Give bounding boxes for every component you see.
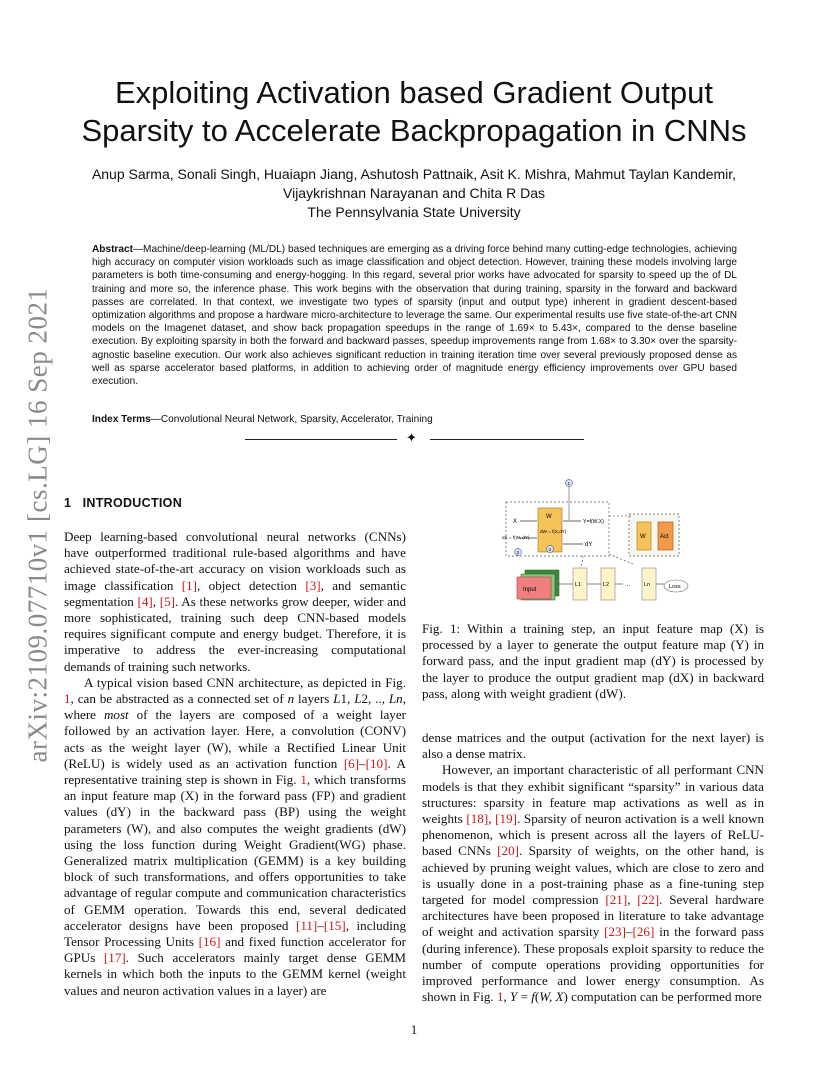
- author-block: [60, 165, 768, 222]
- divider-diamond-icon: ✦: [406, 431, 417, 446]
- authors-line-2: Vijaykrishnan Narayanan and Chita R Das: [283, 185, 545, 201]
- fig-label-loss: Loss: [669, 584, 681, 590]
- fig-label-dots: ...: [625, 582, 631, 588]
- right-column: [422, 730, 764, 1005]
- fig-label-l1: L1: [575, 582, 582, 588]
- fig-step-3: 3: [548, 547, 552, 552]
- index-terms-label: Index Terms: [92, 414, 151, 425]
- fig-step-1: 1: [567, 481, 571, 486]
- left-column: [64, 529, 406, 999]
- caption-text: Fig. 1: Within a training step, an input feature map (X) is processed by a layer to generate the output feature map (Y) in forward pass, and the input gradient map (dY) is processed by the layer to produce the output gradient map (dX) in backward pass, along with weight gradient (dW).: [422, 621, 764, 701]
- title-line-1: Exploiting Activation based Gradient Output: [115, 75, 713, 110]
- fig-label-w: W: [546, 514, 552, 520]
- fig-label-w2: W: [640, 534, 646, 540]
- arxiv-identifier: [18, 287, 58, 763]
- fig-label-input: Input: [523, 587, 537, 593]
- fig-label-ln: Ln: [644, 582, 651, 588]
- body-paragraph-3: dense matrices and the output (activation for the next layer) is also a dense matrix.: [422, 730, 764, 762]
- figure-1-diagram: [493, 476, 693, 601]
- fig-label-dw: dW = f(X,dY): [540, 529, 567, 534]
- abstract: [92, 243, 737, 388]
- fig-label-l2: L2: [603, 582, 610, 588]
- section-heading: [64, 496, 182, 510]
- affiliation: The Pennsylvania State University: [307, 204, 521, 220]
- figure-1: [493, 476, 693, 601]
- abstract-text: —Machine/deep-learning (ML/DL) based techniques are emerging as a driving force behind many cutting-edge technologies, achieving high accuracy on computer vision workloads such as image classification and object detection. However, training these models involving large parameters is both time-consuming and energy-hogging. In this regard, several prior works have advocated for sparsity to speed up the of DL training and more so, the inference phase. This work begins with the observation that during training, sparsity in the forward and backward passes are correlated. In that context, we investigate two types of sparsity (input and output type) inherent in gradient descent-based optimization algorithms and propose a hardware micro-architecture to leverage the same. Our experimental results use five state-of-the-art CNN models on the Imagenet dataset, and show back propagation speedups in the range of 1.69× to 5.43×, compared to the dense baseline execution. By exploiting sparsity in both the forward and backward passes, speedup improvements range from 1.68× to 3.30× over the sparsity-agnostic baseline execution. Our work also achieves significant reduction in training iteration time over several previously proposed dense as well as sparse accelerator based platforms, in addition to achieving order of magnitude energy efficiency improvements over GPU based execution.: [92, 244, 737, 388]
- paper-title: [60, 74, 768, 150]
- index-terms: [92, 413, 737, 426]
- page-number: 1: [410, 1022, 418, 1037]
- divider-right: [430, 439, 584, 440]
- body-paragraph-4: However, an important characteristic of all performant CNN models is that they exhibit significant “sparsity” in various data structures: sparsity in feature map activations as well as in weights [18], [19]. Sparsity of neuron activation is a well known phenomenon, which is present across all the layers of ReLU-based CNNs [20]. Sparsity of weights, on the other hand, is achieved by pruning weight values, which are close to zero and is usually done in a post-training phase as a fine-tuning step targeted for model compression [21], [22]. Several hardware architectures have been proposed in literature to take advantage of weight and activation sparsity [23]–[26] in the forward pass (during inference). These proposals exploit sparsity to reduce the number of compute operations providing opportunities for improved performance and lower energy consumption. As shown in Fig. 1, Y = f(W, X) computation can be performed more: [422, 762, 765, 1005]
- authors-line-1: Anup Sarma, Sonali Singh, Huaiapn Jiang, Ashutosh Pattnaik, Asit K. Mishra, Mahmut Taylan Kandemir,: [91, 166, 737, 182]
- fig-label-act: Act: [660, 534, 669, 540]
- zoom-line-l1: [581, 556, 583, 568]
- fig-label-dy: dY: [585, 542, 593, 548]
- title-line-2: Sparsity to Accelerate Backpropagation in CNNs: [81, 113, 747, 148]
- figure-caption: [422, 621, 764, 702]
- index-terms-text: —Convolutional Neural Network, Sparsity, Accelerator, Training: [150, 414, 433, 425]
- fig-label-dx: dX = f(W, dY): [502, 535, 530, 540]
- fig-label-y: Y=f(W,X): [583, 519, 604, 525]
- abstract-label: Abstract: [92, 244, 133, 255]
- divider-left: [245, 439, 397, 440]
- section-number: 1: [64, 496, 72, 510]
- intro-paragraph-1: Deep learning-based convolutional neural networks (CNNs) have outperformed traditional rule-based algorithms and have achieved state-of-the-art accuracy on vision workloads such as image classification [1], object detection [3], and semantic segmentation [4], [5]. As these networks grow deeper, wider and more sophisticated, training such deep CNN-based models requires significant compute and energy budget. Therefore, it is imperative to address the ever-increasing computational demands of training such networks.: [64, 529, 407, 674]
- fig-label-x: X: [513, 519, 518, 525]
- arxiv-identifier-text: arXiv:2109.07710v1 [cs.LG] 16 Sep 2021: [22, 287, 53, 763]
- section-title: INTRODUCTION: [82, 496, 183, 510]
- intro-paragraph-2: A typical vision based CNN architecture, as depicted in Fig. 1, can be abstracted as a connected set of n layers L1, L2, .., Ln, where most of the layers are composed of a weight layer followed by an activation layer. Here, a convolution (CONV) acts as the weight layer (W), while a Rectified Linear Unit (ReLU) is widely used as an activation function [6]–[10]. A representative training step is shown in Fig. 1, which transforms an input feature map (X) in the forward pass (FP) and gradient values (dY) in the backward pass (BP) using the weight parameters (W), and also computes the weight gradients (dW) using the loss function during Weight Gradient(WG) phase. Generalized matrix multiplication (GEMM) is a key building block of such transformations, and offers opportunities to take advantage of regular compute and communication characteristics of GEMM operation. Towards this end, several dedicated accelerator designs have been proposed [11]–[15], including Tensor Processing Units [16] and fixed function accelerator for GPUs [17]. Such accelerators mainly target dense GEMM kernels in which both the inputs to the GEMM kernel (weight values and neuron activation values in a layer) are: [64, 674, 407, 998]
- fig-step-2: 2: [516, 550, 520, 555]
